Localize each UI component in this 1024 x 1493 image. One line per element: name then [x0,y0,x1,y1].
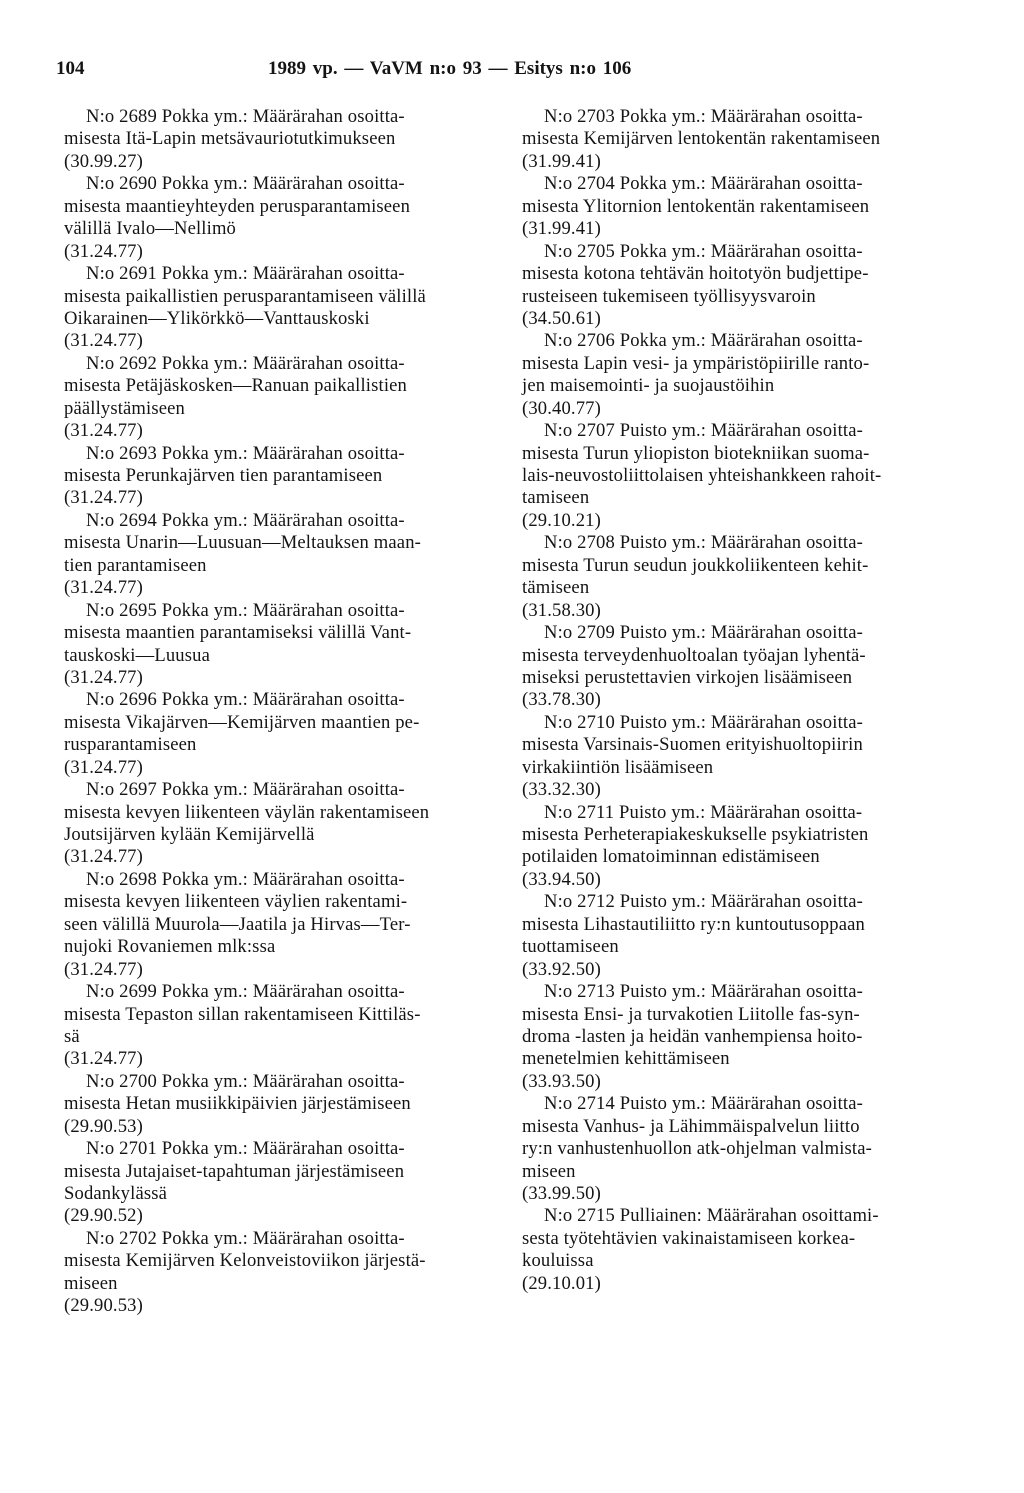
entry-text-line: misesta Kemijärven lentokentän rakentamiseen [522,128,881,150]
motion-entry [522,241,960,331]
entry-heading-line: N:o 2700 Pokka ym.: Määrärahan osoitta- [86,1070,405,1092]
entry-text-line: misesta Perunkajärven tien parantamiseen [64,465,383,486]
motion-entry [64,443,496,510]
entry-text-line: (31.24.77) [64,330,143,352]
entry-text-line: (33.78.30) [522,689,601,711]
entry-text-line: (33.94.50) [522,868,601,890]
entry-heading-line: N:o 2696 Pokka ym.: Määrärahan osoitta- [86,689,405,711]
motion-entry [64,1228,496,1318]
entry-text-line: misesta Varsinais-Suomen erityishuoltopiirin [522,734,863,756]
entry-text-line: tuottamiseen [522,936,619,958]
entry-heading-line: N:o 2710 Puisto ym.: Määrärahan osoitta- [544,711,863,733]
entry-text-line: misesta Tepaston sillan rakentamiseen Kittiläs- [64,1003,421,1025]
entry-text-line: miseen [64,1272,118,1294]
motion-entry [522,330,960,420]
entry-heading-line: N:o 2690 Pokka ym.: Määrärahan osoitta- [86,173,405,195]
entry-text-line: misesta maantieyhteyden perusparantamiseen [64,195,411,217]
motion-entry [522,622,960,712]
entry-text-line: miseen [522,1160,576,1182]
entry-text-line: (29.10.01) [522,1272,601,1294]
entry-text-line: misesta Vikajärven—Kemijärven maantien pe- [64,711,420,733]
entry-text-line: tauskoski—Luusua [64,644,210,666]
motion-entry [522,802,960,892]
entry-heading-line: N:o 2691 Pokka ym.: Määrärahan osoitta- [86,263,405,285]
entry-text-line: (31.24.77) [64,756,143,778]
entry-heading-line: N:o 2709 Puisto ym.: Määrärahan osoitta- [544,622,863,644]
entry-text-line: Sodankylässä [64,1183,168,1204]
entry-text-line: misesta Turun yliopiston biotekniikan suoma- [522,442,870,464]
entry-text-line: seen välillä Muurola—Jaatila ja Hirvas—Ter- [64,913,411,935]
entry-text-line: misesta kevyen liikenteen väylän rakentamiseen [64,801,430,823]
entry-text-line: misesta terveydenhuoltoalan työajan lyhentä- [522,644,866,666]
motion-entry [522,1205,960,1295]
motion-entry [522,981,960,1093]
entry-text-line: droma -lasten ja heidän vanhempiensa hoito- [522,1025,863,1047]
motion-entry [522,106,960,173]
motion-entry [522,173,960,240]
entry-text-line: (31.24.77) [64,666,143,688]
entry-text-line: misesta maantien parantamiseksi välillä Vant- [64,622,412,644]
entry-text-line: rusteiseen tukemiseen työllisyysvaroin [522,285,816,307]
left-column [64,106,496,1318]
entry-text-line: (33.92.50) [522,958,601,980]
entry-text-line: lais-neuvostoliittolaisen yhteishankkeen rahoit- [522,465,882,486]
entry-heading-line: N:o 2699 Pokka ym.: Määrärahan osoitta- [86,981,405,1003]
entry-text-line: misesta Perheterapiakeskukselle psykiatristen [522,824,869,845]
entry-heading-line: N:o 2693 Pokka ym.: Määrärahan osoitta- [86,442,405,464]
right-column [522,106,960,1295]
entry-text-line: nujoki Rovaniemen mlk:ssa [64,936,276,958]
motion-entry [64,869,496,981]
entry-text-line: (29.90.53) [64,1295,143,1317]
entry-text-line: (31.24.77) [64,1048,143,1070]
entry-text-line: (31.24.77) [64,240,143,262]
entry-text-line: sä [64,1025,80,1047]
entry-text-line: (31.99.41) [522,218,601,240]
entry-text-line: tämiseen [522,577,590,599]
page-number: 104 [56,58,85,79]
entry-heading-line: N:o 2711 Puisto ym.: Määrärahan osoitta- [544,801,863,823]
entry-text-line: misesta Kemijärven Kelonveistoviikon järjestä- [64,1250,426,1272]
entry-text-line: miseksi perustettavien virkojen lisäämiseen [522,666,853,688]
motion-entry [522,1093,960,1205]
entry-text-line: sesta työtehtävien vakinaistamiseen korkea- [522,1227,856,1249]
entry-text-line: (31.24.77) [64,420,143,442]
entry-heading-line: N:o 2713 Puisto ym.: Määrärahan osoitta- [544,981,863,1003]
entry-text-line: misesta Hetan musiikkipäivien järjestämiseen [64,1093,411,1115]
entry-heading-line: N:o 2704 Pokka ym.: Määrärahan osoitta- [544,173,863,195]
motion-entry [522,420,960,532]
motion-entry [64,510,496,600]
entry-text-line: (31.99.41) [522,150,601,172]
entry-text-line: (29.90.53) [64,1115,143,1137]
entry-text-line: (30.99.27) [64,150,143,172]
entry-heading-line: N:o 2708 Puisto ym.: Määrärahan osoitta- [544,532,863,554]
entry-heading-line: N:o 2702 Pokka ym.: Määrärahan osoitta- [86,1227,405,1249]
entry-text-line: jen maisemointi- ja suojaustöihin [522,375,775,397]
entry-text-line: misesta Itä-Lapin metsävauriotutkimukseen [64,128,396,150]
entry-text-line: ry:n vanhustenhuollon atk-ohjelman valmista- [522,1138,872,1160]
entry-text-line: kouluissa [522,1250,594,1272]
entry-heading-line: N:o 2705 Pokka ym.: Määrärahan osoitta- [544,240,863,262]
entry-text-line: (31.24.77) [64,846,143,868]
entry-text-line: (31.58.30) [522,599,601,621]
entry-text-line: misesta Petäjäskosken—Ranuan paikallistien [64,375,407,397]
entry-text-line: Oikarainen—Ylikörkkö—Vanttauskoski [64,307,370,329]
entry-heading-line: N:o 2703 Pokka ym.: Määrärahan osoitta- [544,106,863,127]
entry-text-line: misesta Ensi- ja turvakotien Liitolle fas-syn- [522,1003,860,1025]
entry-text-line: (33.32.30) [522,779,601,801]
entry-text-line: menetelmien kehittämiseen [522,1048,730,1070]
motion-entry [64,106,496,173]
motion-entry [64,779,496,869]
entry-text-line: tamiseen [522,487,590,509]
entry-text-line: virkakiintiön lisäämiseen [522,756,714,778]
entry-text-line: (29.10.21) [522,509,601,531]
entry-heading-line: N:o 2694 Pokka ym.: Määrärahan osoitta- [86,509,405,531]
entry-text-line: potilaiden lomatoiminnan edistämiseen [522,846,820,868]
entry-text-line: tien parantamiseen [64,554,207,576]
entry-text-line: misesta Lapin vesi- ja ympäristöpiirille ranto- [522,352,870,374]
entry-text-line: misesta kotona tehtävän hoitotyön budjettipe- [522,263,869,285]
entry-text-line: (29.90.52) [64,1205,143,1227]
page-header [56,58,976,88]
entry-text-line: Joutsijärven kylään Kemijärvellä [64,824,315,845]
entry-text-line: (33.93.50) [522,1070,601,1092]
entry-heading-line: N:o 2707 Puisto ym.: Määrärahan osoitta- [544,420,863,442]
motion-entry [64,1138,496,1228]
entry-heading-line: N:o 2695 Pokka ym.: Määrärahan osoitta- [86,599,405,621]
entry-heading-line: N:o 2712 Puisto ym.: Määrärahan osoitta- [544,891,863,913]
entry-text-line: (30.40.77) [522,397,601,419]
motion-entry [522,891,960,981]
running-title: 1989 vp. — VaVM n:o 93 — Esitys n:o 106 [268,58,632,79]
entry-text-line: misesta Lihastautiliitto ry:n kuntoutusoppaan [522,913,865,935]
entry-text-line: (31.24.77) [64,577,143,599]
entry-text-line: (31.24.77) [64,958,143,980]
entry-heading-line: N:o 2692 Pokka ym.: Määrärahan osoitta- [86,352,405,374]
entry-heading-line: N:o 2701 Pokka ym.: Määrärahan osoitta- [86,1138,405,1160]
entry-heading-line: N:o 2714 Puisto ym.: Määrärahan osoitta- [544,1093,863,1115]
entry-text-line: (34.50.61) [522,307,601,329]
entry-heading-line: N:o 2706 Pokka ym.: Määrärahan osoitta- [544,330,863,352]
entry-text-line: misesta Turun seudun joukkoliikenteen kehit- [522,554,869,576]
motion-entry [64,263,496,353]
motion-entry [64,981,496,1071]
motion-entry [522,532,960,622]
entry-text-line: misesta Vanhus- ja Lähimmäispalvelun liitto [522,1115,860,1137]
entry-heading-line: N:o 2689 Pokka ym.: Määrärahan osoitta- [86,106,405,127]
entry-heading-line: N:o 2697 Pokka ym.: Määrärahan osoitta- [86,779,405,801]
motion-entry [64,600,496,690]
motion-entry [64,689,496,779]
entry-text-line: misesta paikallistien perusparantamiseen välillä [64,285,426,307]
entry-heading-line: N:o 2715 Pulliainen: Määrärahan osoittami- [544,1205,879,1227]
entry-text-line: misesta Ylitornion lentokentän rakentamiseen [522,195,870,217]
entry-text-line: (33.99.50) [522,1183,601,1204]
motion-entry [522,712,960,802]
entry-text-line: misesta Unarin—Luusuan—Meltauksen maan- [64,532,421,554]
entry-text-line: (31.24.77) [64,487,143,509]
motion-entry [64,353,496,443]
entry-heading-line: N:o 2698 Pokka ym.: Määrärahan osoitta- [86,868,405,890]
motion-entry [64,1071,496,1138]
entry-text-line: päällystämiseen [64,397,186,419]
entry-text-line: rusparantamiseen [64,734,197,756]
motion-entry [64,173,496,263]
entry-text-line: misesta kevyen liikenteen väylien rakentami- [64,891,408,913]
entry-text-line: välillä Ivalo—Nellimö [64,218,237,240]
entry-text-line: misesta Jutajaiset-tapahtuman järjestämiseen [64,1160,405,1182]
